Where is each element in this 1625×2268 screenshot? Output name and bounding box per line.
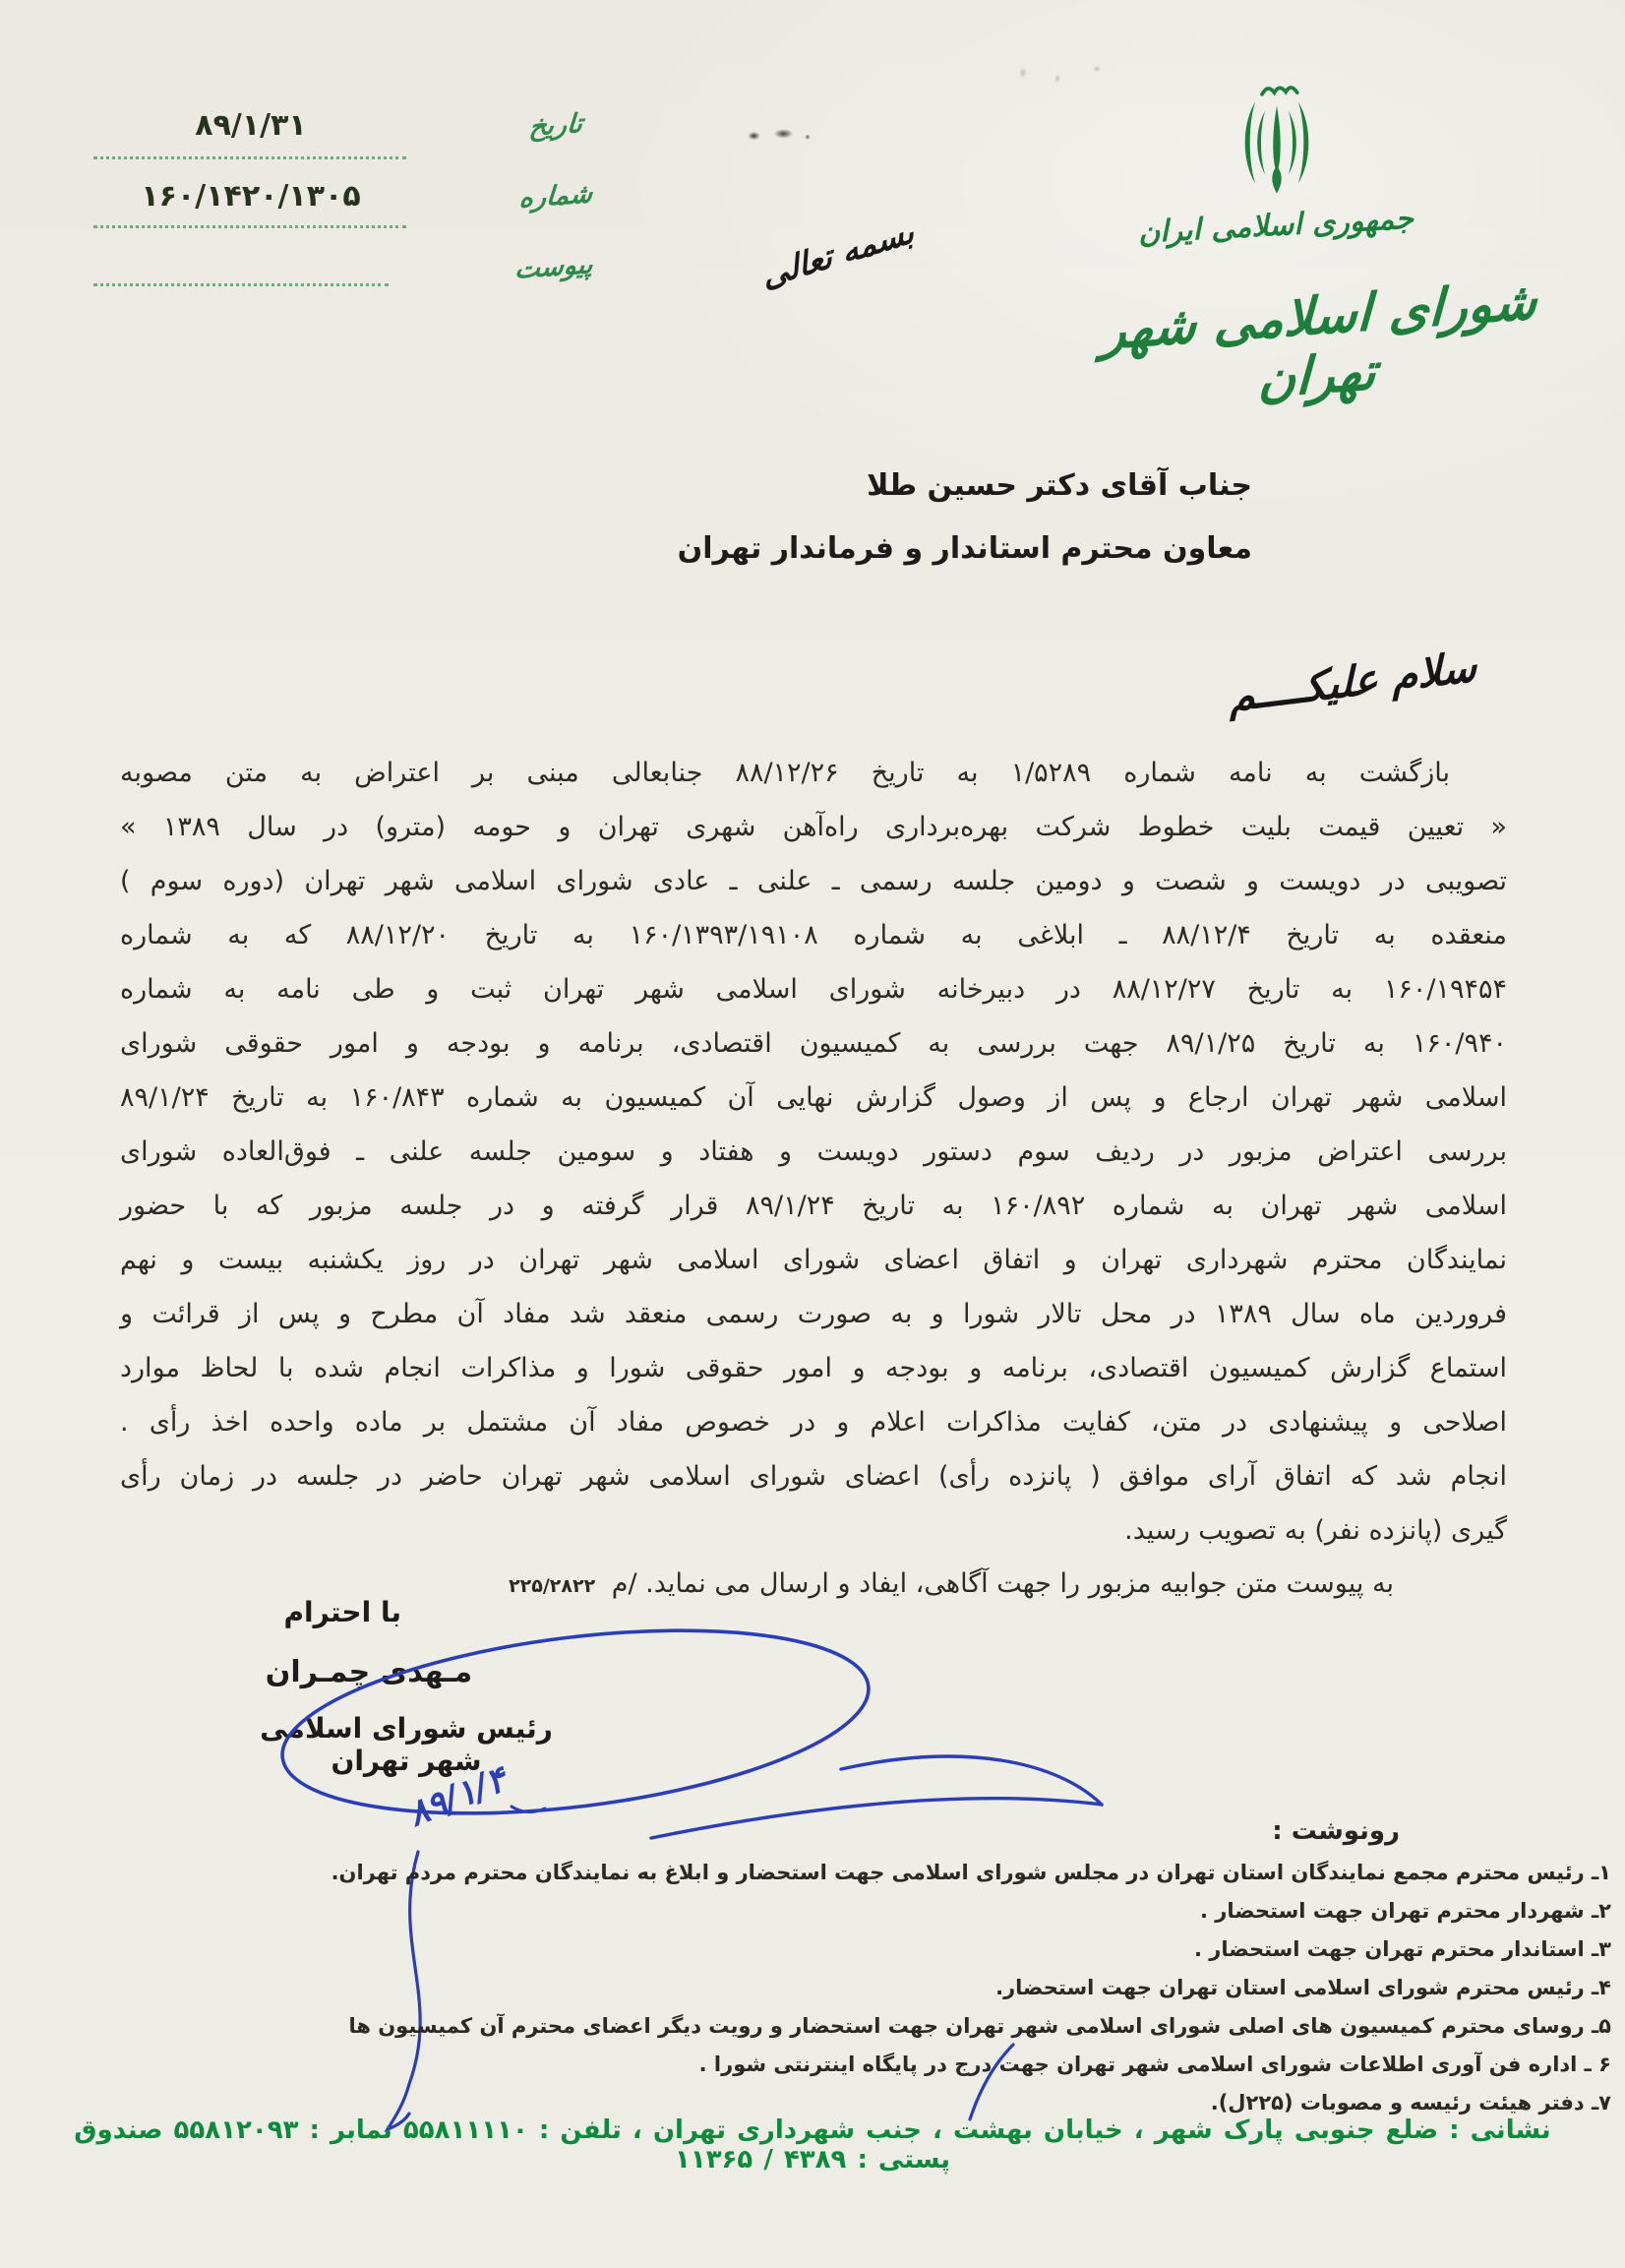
cc-list	[39, 1858, 1611, 2126]
body-line: ۱۶۰/۹۴۰ به تاریخ ۸۹/۱/۲۵ جهت بررسی به کمیسیون اقتصادی، برنامه و بودجه و امور حقوقی شورای	[120, 1028, 1507, 1059]
attachment-label: پیوست	[513, 249, 594, 285]
attachment-dotted-line	[93, 283, 389, 286]
scan-pencil-mark	[1013, 57, 1112, 96]
number-label: شماره	[517, 178, 594, 215]
cc-item: ۳ـ استاندار محترم تهران جهت استحضار .	[1193, 1937, 1611, 1961]
body-line: اسلامی شهر تهران ارجاع و پس از وصول گزارش نهایی آن کمیسیون به شماره ۱۶۰/۸۴۳ به تاریخ ۸۹/۱/۲۴	[120, 1082, 1507, 1113]
date-label: تاریخ	[527, 108, 584, 143]
recipient-block	[678, 455, 1252, 581]
body-line: بررسی اعتراض مزبور در ردیف سوم دستور دویست و هفتاد و سومین جلسه علنی ـ فوق‌العاده شورای	[120, 1136, 1507, 1167]
cc-item: ۶ ـ اداره فن آوری اطلاعات شورای اسلامی شهر تهران جهت درج در پایگاه اینترنتی شورا .	[698, 2053, 1611, 2076]
body-line: منعقده به تاریخ ۸۸/۱۲/۴ ـ ابلاغی به شماره ۱۶۰/۱۳۹۳/۱۹۱۰۸ به تاریخ ۸۸/۱۲/۲۰ که به شماره	[120, 920, 1507, 950]
date-value: ۸۹/۱/۳۱	[195, 108, 307, 143]
body-line: ۱۶۰/۱۹۴۵۴ به تاریخ ۸۸/۱۲/۲۷ در دبیرخانه شورای اسلامی شهر تهران ثبت و طی نامه به شماره	[120, 974, 1507, 1005]
council-title: شورای اسلامی شهر تهران	[1100, 272, 1538, 410]
signer-name: مـهدی چمـران	[265, 1655, 473, 1689]
body-line: اسلامی شهر تهران به شماره ۱۶۰/۸۹۲ به تاریخ ۸۹/۱/۲۴ قرار گرفته و در جلسه مزبور که با حضور	[120, 1191, 1508, 1221]
body-line: نمایندگان محترم شهرداری تهران و اتفاق اعضای شورای اسلامی شهر تهران در روز یکشنبه بیست و نهم	[120, 1245, 1507, 1275]
number-dotted-line	[93, 225, 406, 228]
cc-item: ۱ـ رئیس محترم مجمع نمایندگان استان تهران در مجلس شورای اسلامی جهت استحضار و ابلاغ به نمایندگان محترم مردم تهران.	[331, 1861, 1611, 1884]
republic-title: جمهوری اسلامی ایران	[1137, 201, 1414, 251]
recipient-title: معاون محترم استاندار و فرماندار تهران	[677, 531, 1252, 566]
body-line: انجام شد که اتفاق آرای موافق ( پانزده رأی) اعضای شورای اسلامی شهر تهران حاضر در جلسه در زمان رأی	[120, 1461, 1507, 1492]
handwritten-date: ۸۹/۱/۴	[402, 1758, 512, 1835]
letter-body	[120, 754, 1507, 1614]
scan-smudge-mark	[746, 124, 814, 146]
number-value: ۱۶۰/۱۴۲۰/۱۳۰۵	[141, 179, 361, 214]
closing-text: به پیوست متن جوابیه مزبور را جهت آگاهی، ایفاد و ارسال می نماید. /م	[611, 1568, 1394, 1599]
besmele-calligraphy: بسمه تعالی	[759, 211, 917, 296]
body-line: اصلاحی و پیشنهادی در متن، کفایت مذاکرات اعلام و در خصوص مفاد آن مشتمل بر ماده واحده اخذ رأی .	[120, 1407, 1507, 1438]
body-line: « تعیین قیمت بلیت خطوط شرکت بهره‌برداری راه‌آهن شهری تهران و حومه (مترو) در سال ۱۳۸۹ »	[120, 812, 1507, 842]
date-dotted-line	[93, 156, 406, 159]
body-line: بازگشت به نامه شماره ۱/۵۲۸۹ به تاریخ ۸۸/۱۲/۲۶ جنابعالی مبنی بر اعتراض به متن مصوبه	[120, 758, 1450, 788]
body-line: استماع گزارش کمیسیون اقتصادی، برنامه و بودجه و امور حقوقی شورا و مذاکرات انجام شده با لحاظ موارد	[120, 1353, 1507, 1383]
recipient-name: جناب آقای دکتر حسین طلا	[867, 468, 1252, 503]
respect-label: با احترام	[283, 1596, 401, 1628]
cc-item: ۲ـ شهردار محترم تهران جهت استحضار .	[1199, 1899, 1611, 1923]
body-line: فروردین ماه سال ۱۳۸۹ در محل تالار شورا و به صورت رسمی منعقد شد مفاد آن مطرح و پس از قرائت و	[120, 1299, 1507, 1329]
signer-title: رئیس شورای اسلامی شهر تهران	[260, 1712, 553, 1777]
cc-item: ۵ـ روسای محترم کمیسیون های اصلی شورای اسلامی شهر تهران جهت استحضار و رویت دیگر اعضای محترم آن کمیسیون ها	[348, 2014, 1611, 2038]
body-line: تصویبی در دویست و شصت و دومین جلسه رسمی ـ علنی ـ عادی شورای اسلامی شهر تهران (دوره سوم )	[120, 866, 1507, 896]
salutation-calligraphy: سلام علیکــــم	[1229, 642, 1477, 721]
body-last-line: گیری (پانزده نفر) به تصویب رسید.	[1124, 1515, 1507, 1546]
cc-item: ۴ـ رئیس محترم شورای اسلامی استان تهران جهت استحضار.	[995, 1976, 1611, 1999]
cc-item: ۷ـ دفتر هیئت رئیسه و مصوبات (۲۲۵ل).	[1210, 2091, 1611, 2115]
footer-address: نشانی : ضلع جنوبی پارک شهر ، خیابان بهشت ، جنب شهرداری تهران ، تلفن : ۵۵۸۱۱۱۱۰ نمابر : ۵۵۸۱۲۰۹۳ صندوق پستی : ۴۳۸۹ / ۱۱۳۶۵	[74, 2115, 1551, 2175]
cc-label: رونوشت :	[1272, 1816, 1400, 1846]
reference-number: ۲۲۵/۲۸۲۲	[509, 1575, 596, 1597]
iran-emblem-icon	[1228, 81, 1326, 205]
